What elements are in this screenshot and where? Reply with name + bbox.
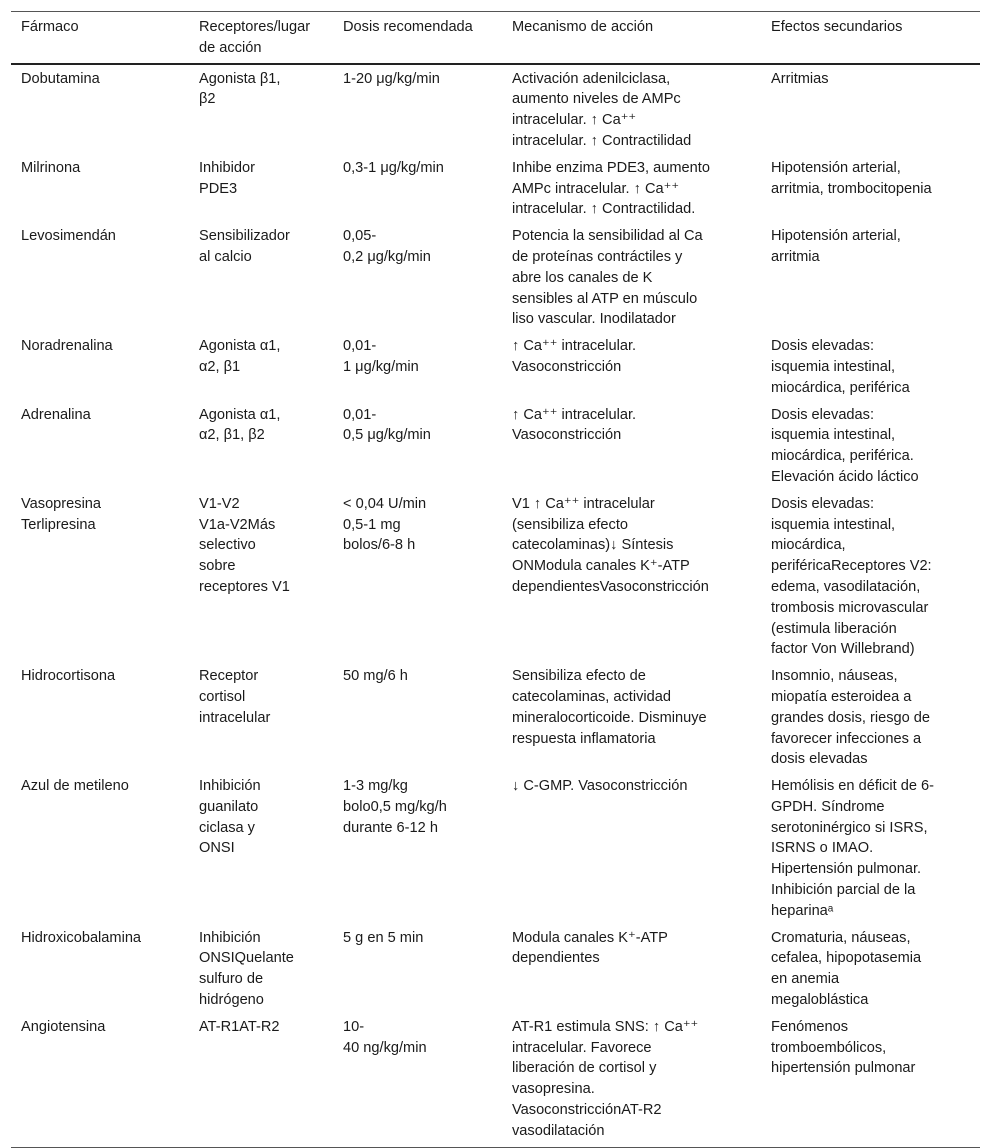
header-side-effects: Efectos secundarios xyxy=(761,12,980,64)
cell-side-effects: Cromaturia, náuseas, cefalea, hipopotasemia en anemia megaloblástica xyxy=(771,929,922,1009)
cell-receptors: Sensibilizador al calcio xyxy=(199,228,290,265)
cell-side-effects: Dosis elevadas: isquemia intestinal, miocárdica, periférica. Elevación ácido láctico xyxy=(771,406,919,485)
table-row xyxy=(11,773,980,925)
cell-mechanism: Inhibe enzima PDE3, aumento AMPc intracelular. ↑ Ca⁺⁺ intracelular. ↑ Contractilidad. xyxy=(512,159,710,218)
cell-dose: 0,05- 0,2 μg/kg/min xyxy=(343,228,431,265)
cell-receptors: Agonista α1, α2, β1 xyxy=(199,338,281,375)
cell-drug: Levosimendán xyxy=(21,228,116,245)
cell-mechanism: ↑ Ca⁺⁺ intracelular. Vasoconstricción xyxy=(512,406,637,444)
cell-receptors: AT-R1AT-R2 xyxy=(199,1018,280,1035)
table-row xyxy=(11,155,980,223)
header-row xyxy=(11,12,980,64)
cell-drug: Azul de metileno xyxy=(21,778,129,795)
table-row xyxy=(11,223,980,333)
cell-dose: < 0,04 U/min 0,5-1 mg bolos/6-8 h xyxy=(343,495,427,554)
cell-receptors: Inhibición ONSIQuelante sulfuro de hidrógeno xyxy=(199,929,294,1009)
cell-side-effects: Dosis elevadas: isquemia intestinal, miocárdica, periférica xyxy=(771,338,910,396)
cell-mechanism: Sensibiliza efecto de catecolaminas, actividad mineralocorticoide. Disminuye respuesta inflamatoria xyxy=(512,668,707,747)
drug-table xyxy=(11,11,980,1148)
table-row xyxy=(11,663,980,773)
cell-side-effects: Insomnio, náuseas, miopatía esteroidea a grandes dosis, riesgo de favorecer infecciones a dosis elevadas xyxy=(771,668,931,768)
cell-dose: 0,01- 0,5 μg/kg/min xyxy=(343,406,431,444)
cell-mechanism: Activación adenilciclasa, aumento niveles de AMPc intracelular. ↑ Ca⁺⁺ intracelular. ↑ Contractilidad xyxy=(512,70,692,149)
cell-drug: Hidrocortisona xyxy=(21,668,116,685)
cell-dose: 1-20 μg/kg/min xyxy=(343,70,440,87)
cell-dose: 5 g en 5 min xyxy=(343,929,424,946)
cell-mechanism: V1 ↑ Ca⁺⁺ intracelular (sensibiliza efecto catecolaminas)↓ Síntesis ONModula canales K⁺-ATP dependientesVasoconstricción xyxy=(512,495,709,595)
cell-mechanism: AT-R1 estimula SNS: ↑ Ca⁺⁺ intracelular. Favorece liberación de cortisol y vasopresina. VasoconstricciónAT-R2 vasodilatación xyxy=(512,1018,699,1139)
cell-side-effects: Hipotensión arterial, arritmia xyxy=(771,228,901,265)
cell-receptors: Agonista β1, β2 xyxy=(199,70,281,108)
cell-drug: Dobutamina xyxy=(21,70,100,87)
cell-mechanism: Potencia la sensibilidad al Ca de proteínas contráctiles y abre los canales de K sensibles al ATP en músculo liso vascular. Inodilatador xyxy=(512,228,703,328)
cell-receptors: Receptor cortisol intracelular xyxy=(199,668,271,726)
cell-dose: 10- 40 ng/kg/min xyxy=(343,1018,427,1056)
cell-receptors: Inhibición guanilato ciclasa y ONSI xyxy=(199,778,261,857)
cell-receptors: Agonista α1, α2, β1, β2 xyxy=(199,406,281,444)
cell-dose: 50 mg/6 h xyxy=(343,668,408,685)
table-row xyxy=(11,64,980,155)
header-dose: Dosis recomendada xyxy=(333,12,502,64)
cell-mechanism: Modula canales K⁺-ATP dependientes xyxy=(512,929,668,967)
cell-side-effects: Dosis elevadas: isquemia intestinal, miocárdica, periféricaReceptores V2: edema, vasodilatación, trombosis microvascular (estimula liberación factor Von Willebrand) xyxy=(771,495,932,658)
cell-drug: Hidroxicobalamina xyxy=(21,929,142,946)
table-row xyxy=(11,402,980,491)
cell-drug: Vasopresina Terlipresina xyxy=(21,495,102,533)
table-row xyxy=(11,491,980,663)
header-drug: Fármaco xyxy=(11,12,189,64)
cell-side-effects: Hipotensión arterial, arritmia, trombocitopenia xyxy=(771,159,932,197)
cell-drug: Noradrenalina xyxy=(21,338,113,355)
table-row xyxy=(11,333,980,401)
header-mechanism: Mecanismo de acción xyxy=(502,12,761,64)
cell-dose: 1-3 mg/kg bolo0,5 mg/kg/h durante 6-12 h xyxy=(343,778,447,836)
table-row xyxy=(11,925,980,1014)
cell-side-effects: Arritmias xyxy=(771,70,829,87)
header-receptors: Receptores/lugar de acción xyxy=(189,12,333,64)
cell-receptors: Inhibidor PDE3 xyxy=(199,159,255,197)
table-row xyxy=(11,1014,980,1147)
cell-receptors: V1-V2 V1a-V2Más selectivo sobre receptores V1 xyxy=(199,495,290,595)
cell-dose: 0,3-1 μg/kg/min xyxy=(343,159,444,176)
cell-drug: Milrinona xyxy=(21,159,81,176)
cell-side-effects: Hemólisis en déficit de 6- GPDH. Síndrome serotoninérgico si ISRS, ISRNS o IMAO. Hipertensión pulmonar. Inhibición parcial de la heparinaᵃ xyxy=(771,778,935,919)
cell-mechanism: ↓ C-GMP. Vasoconstricción xyxy=(512,778,688,795)
cell-side-effects: Fenómenos tromboembólicos, hipertensión pulmonar xyxy=(771,1018,916,1077)
cell-drug: Angiotensina xyxy=(21,1018,106,1035)
cell-mechanism: ↑ Ca⁺⁺ intracelular. Vasoconstricción xyxy=(512,338,637,375)
cell-drug: Adrenalina xyxy=(21,406,91,423)
cell-dose: 0,01- 1 μg/kg/min xyxy=(343,338,419,375)
